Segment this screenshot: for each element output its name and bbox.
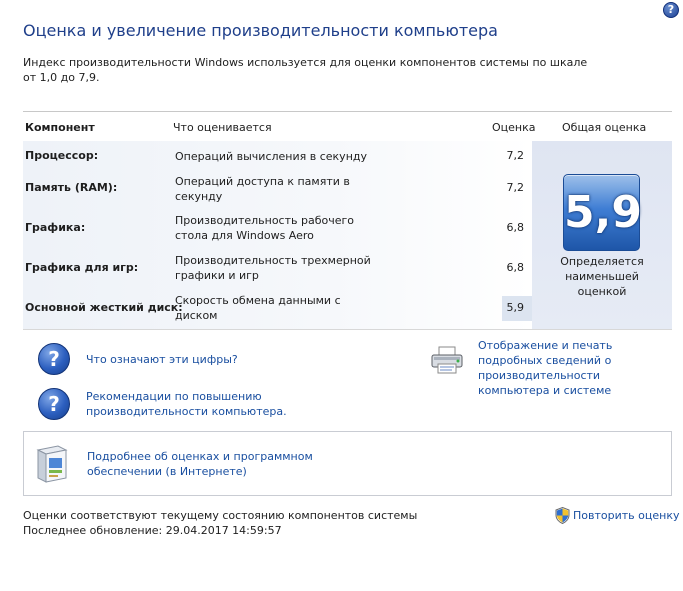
header-score: Оценка bbox=[492, 121, 536, 134]
refresh-assessment-link[interactable]: Повторить оценку bbox=[573, 509, 680, 522]
row-component: Графика для игр: bbox=[25, 261, 139, 274]
row-score: 7,2 bbox=[506, 181, 524, 194]
row-component: Основной жесткий диск: bbox=[25, 301, 183, 314]
status-current: Оценки соответствуют текущему состоянию компонентов системы bbox=[23, 509, 418, 522]
table-row bbox=[23, 253, 532, 291]
table-divider-bottom bbox=[23, 329, 672, 330]
row-score: 5,9 bbox=[506, 301, 524, 314]
software-box-icon bbox=[34, 444, 70, 484]
header-component: Компонент bbox=[25, 121, 95, 134]
printer-icon bbox=[430, 346, 464, 374]
header-total: Общая оценка bbox=[562, 121, 647, 134]
recommendations-link-item[interactable] bbox=[38, 388, 298, 422]
row-score: 7,2 bbox=[506, 149, 524, 162]
meaning-link-item[interactable] bbox=[38, 343, 278, 377]
row-component: Процессор: bbox=[25, 149, 99, 162]
row-what: Операций доступа к памяти в секунду bbox=[175, 175, 350, 203]
intro-text: Индекс производительности Windows используется для оценки компонентов системы по шкале от 1,0 до 7,9. bbox=[23, 56, 588, 84]
online-details-link[interactable]: Подробнее об оценках и программном обеспечении (в Интернете) bbox=[87, 450, 313, 478]
total-score-badge: 5,9 bbox=[563, 174, 640, 251]
recommendations-link[interactable]: Рекомендации по повышению производительности компьютера. bbox=[86, 390, 287, 418]
question-icon: ? bbox=[38, 388, 70, 420]
row-component: Графика: bbox=[25, 221, 86, 234]
total-score-caption: Определяется наименьшей оценкой bbox=[560, 255, 644, 298]
row-what: Скорость обмена данными с диском bbox=[175, 294, 341, 322]
row-what: Производительность трехмерной графики и игр bbox=[175, 254, 371, 282]
meaning-link[interactable]: Что означают эти цифры? bbox=[86, 353, 238, 366]
row-score: 6,8 bbox=[506, 221, 524, 234]
page-title: Оценка и увеличение производительности компьютера bbox=[23, 21, 498, 40]
row-what: Операций вычисления в секунду bbox=[175, 150, 367, 163]
row-score: 6,8 bbox=[506, 261, 524, 274]
row-what: Производительность рабочего стола для Windows Aero bbox=[175, 214, 355, 242]
uac-shield-icon bbox=[555, 507, 570, 524]
table-row bbox=[23, 213, 532, 251]
status-last-update: Последнее обновление: 29.04.2017 14:59:57 bbox=[23, 524, 282, 537]
table-row bbox=[23, 293, 532, 331]
table-divider-top bbox=[23, 111, 672, 112]
row-component: Память (RAM): bbox=[25, 181, 118, 194]
print-details-link[interactable]: Отображение и печать подробных сведений о производительности компьютера и системе bbox=[478, 339, 613, 397]
table-row bbox=[23, 174, 532, 212]
question-icon: ? bbox=[38, 343, 70, 375]
help-icon[interactable]: ? bbox=[663, 2, 679, 18]
header-what: Что оценивается bbox=[173, 121, 272, 134]
